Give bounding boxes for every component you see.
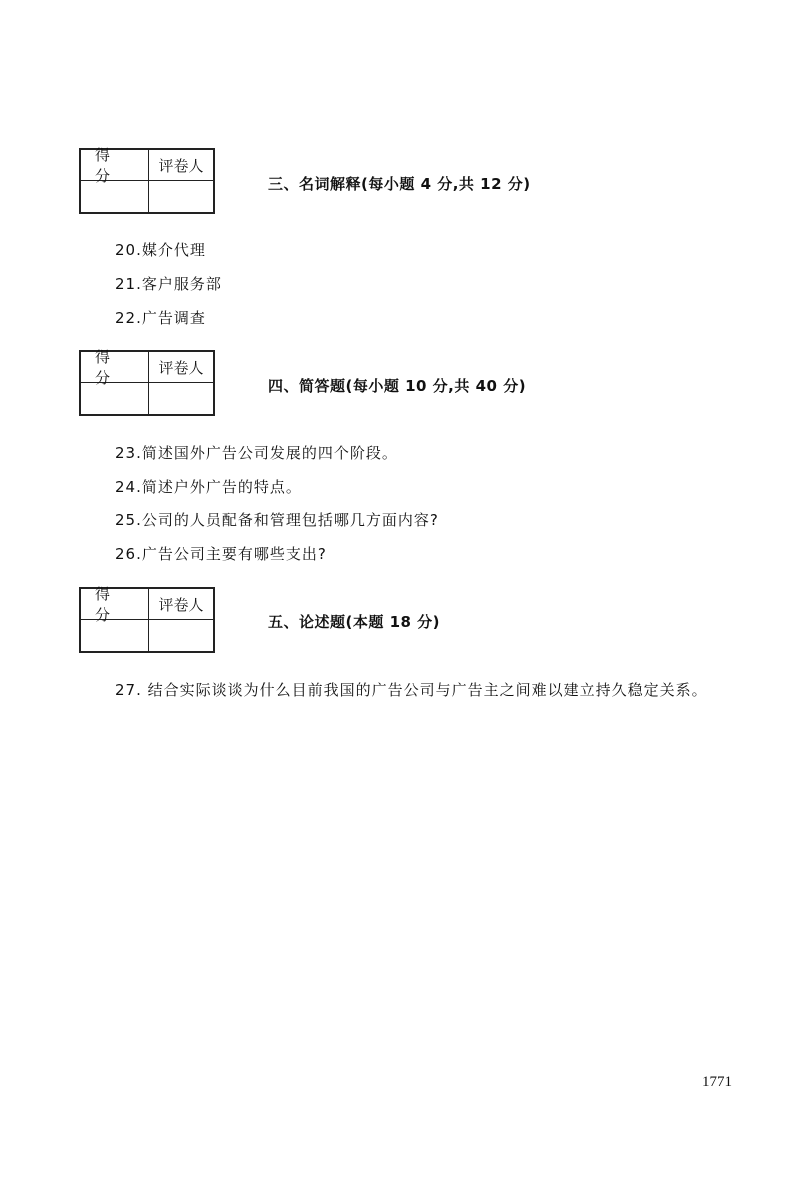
page-number: 1771	[702, 1074, 732, 1090]
question-27: 27. 结合实际谈谈为什么目前我国的广告公司与广告主之间难以建立持久稳定关系。	[115, 681, 708, 699]
score-cell	[81, 620, 149, 651]
question-26: 26.广告公司主要有哪些支出?	[115, 545, 327, 563]
score-label: 得 分	[81, 589, 149, 620]
score-box-section-4	[79, 350, 215, 416]
score-box-section-5	[79, 587, 215, 653]
score-label: 得 分	[81, 352, 149, 383]
score-label: 得 分	[81, 150, 149, 181]
question-20: 20.媒介代理	[115, 241, 206, 259]
question-25: 25.公司的人员配备和管理包括哪几方面内容?	[115, 511, 439, 529]
score-cell	[81, 181, 149, 212]
grader-label: 评卷人	[149, 150, 213, 181]
grader-label: 评卷人	[149, 352, 213, 383]
question-21: 21.客户服务部	[115, 275, 222, 293]
grader-cell	[149, 383, 213, 414]
score-box-section-3	[79, 148, 215, 214]
score-cell	[81, 383, 149, 414]
question-22: 22.广告调查	[115, 309, 206, 327]
question-23: 23.简述国外广告公司发展的四个阶段。	[115, 444, 398, 462]
section-title-3: 三、名词解释(每小题 4 分,共 12 分)	[268, 175, 531, 193]
section-title-4: 四、简答题(每小题 10 分,共 40 分)	[268, 377, 527, 395]
grader-cell	[149, 181, 213, 212]
question-24: 24.简述户外广告的特点。	[115, 478, 302, 496]
section-title-5: 五、论述题(本题 18 分)	[268, 613, 441, 631]
grader-label: 评卷人	[149, 589, 213, 620]
grader-cell	[149, 620, 213, 651]
